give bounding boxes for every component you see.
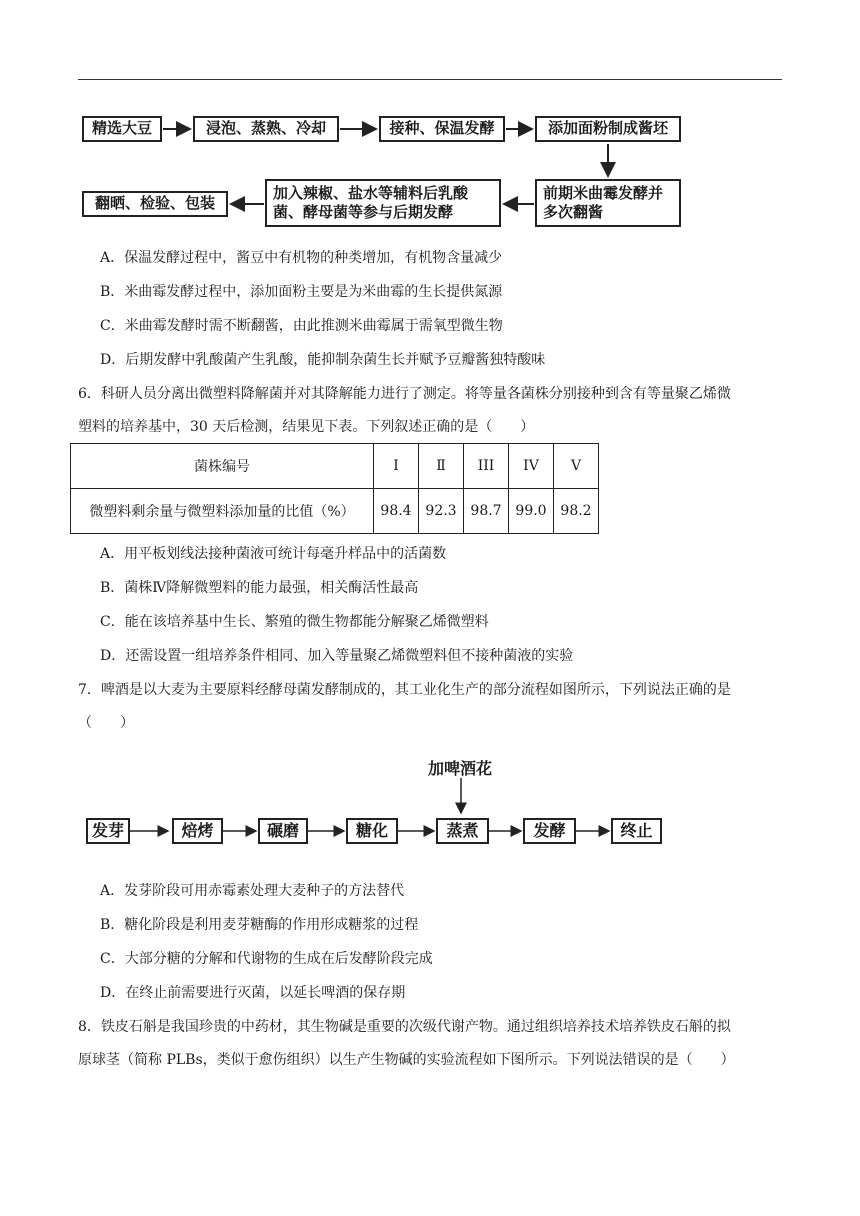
flow-step-add-flour: 添加面粉制成酱坯 — [535, 116, 681, 142]
early-fermentation-line-1: 前期米曲霉发酵并 — [543, 183, 664, 202]
q6-stem-line-2: 塑料的培养基中，30 天后检测，结果见下表。下列叙述正确的是（ ） — [78, 419, 535, 435]
q5-option-d: D．后期发酵中乳酸菌产生乳酸，能抑制杂菌生长并赋予豆瓣酱独特酸味 — [100, 352, 546, 368]
strain-5: V — [554, 444, 599, 489]
value-4: 99.0 — [509, 489, 554, 534]
beer-step-germination: 发芽 — [86, 818, 130, 844]
table-header-label: 菌株编号 — [71, 444, 374, 489]
beer-step-fermentation: 发酵 — [523, 818, 576, 844]
beer-step-milling: 碾磨 — [258, 818, 308, 844]
flow-step-dry-inspect-pack: 翻晒、检验、包装 — [82, 191, 228, 217]
late-fermentation-line-1: 加入辣椒、盐水等辅料后乳酸 — [273, 183, 469, 202]
q6-option-c: C．能在该培养基中生长、繁殖的微生物都能分解聚乙烯微塑料 — [100, 614, 489, 630]
strain-4: IV — [509, 444, 554, 489]
beer-step-boiling: 蒸煮 — [436, 818, 489, 844]
q7-option-d: D．在终止前需要进行灭菌，以延长啤酒的保存期 — [100, 985, 406, 1001]
q7-option-c: C．大部分糖的分解和代谢物的生成在后发酵阶段完成 — [100, 951, 433, 967]
q6-stem-line-1: 6．科研人员分离出微塑料降解菌并对其降解能力进行了测定。将等量各菌株分别接种到含有等量聚乙烯微 — [78, 386, 731, 402]
strain-1: I — [374, 444, 419, 489]
beer-flow-top-label: 加啤酒花 — [428, 759, 493, 778]
q7-stem-line-2: （ ） — [78, 715, 134, 731]
table-row — [71, 489, 599, 534]
q7-option-a: A．发芽阶段可用赤霉素处理大麦种子的方法替代 — [100, 883, 405, 899]
q5-option-b: B．米曲霉发酵过程中，添加面粉主要是为米曲霉的生长提供氮源 — [100, 284, 503, 300]
value-2: 92.3 — [419, 489, 464, 534]
q5-option-a: A．保温发酵过程中，酱豆中有机物的种类增加，有机物含量减少 — [100, 250, 503, 266]
early-fermentation-line-2: 多次翻酱 — [543, 203, 604, 221]
header-rule — [78, 79, 782, 80]
q8-stem-line-1: 8．铁皮石斛是我国珍贵的中药材，其生物碱是重要的次级代谢产物。通过组织培养技术培养铁皮石斛的拟 — [78, 1019, 731, 1035]
flow-step-inoculate-ferment: 接种、保温发酵 — [379, 116, 505, 142]
q7-option-b: B．糖化阶段是利用麦芽糖酶的作用形成糖浆的过程 — [100, 917, 419, 933]
q6-option-d: D．还需设置一组培养条件相同、加入等量聚乙烯微塑料但不接种菌液的实验 — [100, 648, 574, 664]
value-1: 98.4 — [374, 489, 419, 534]
value-3: 98.7 — [464, 489, 509, 534]
strain-2: Ⅱ — [419, 444, 464, 489]
table-header-row — [71, 444, 599, 489]
flow-step-early-fermentation — [535, 179, 681, 227]
beer-step-saccharification: 糖化 — [346, 818, 398, 844]
q8-stem-line-2: 原球茎（简称 PLBs，类似于愈伤组织）以生产生物碱的实验流程如下图所示。下列说法错误的是（ ） — [78, 1052, 735, 1068]
q6-option-b: B．菌株Ⅳ降解微塑料的能力最强，相关酶活性最高 — [100, 580, 419, 596]
value-5: 98.2 — [554, 489, 599, 534]
strain-3: III — [464, 444, 509, 489]
degradation-table — [70, 443, 599, 534]
beer-step-roasting: 焙烤 — [172, 818, 223, 844]
late-fermentation-line-2: 菌、酵母菌等参与后期发酵 — [273, 203, 454, 221]
q6-option-a: A．用平板划线法接种菌液可统计每毫升样品中的活菌数 — [100, 546, 447, 562]
flow-step-soak-steam-cool: 浸泡、蒸熟、冷却 — [193, 116, 339, 142]
flow-step-late-fermentation — [265, 179, 501, 227]
q7-stem-line-1: 7．啤酒是以大麦为主要原料经酵母菌发酵制成的，其工业化生产的部分流程如图所示，下列说法正确的是 — [78, 682, 731, 698]
beer-step-termination: 终止 — [611, 818, 662, 844]
table-row-label: 微塑料剩余量与微塑料添加量的比值（%） — [71, 489, 374, 534]
flow-step-select-soybean: 精选大豆 — [82, 116, 162, 142]
q5-option-c: C．米曲霉发酵时需不断翻酱，由此推测米曲霉属于需氧型微生物 — [100, 318, 503, 334]
